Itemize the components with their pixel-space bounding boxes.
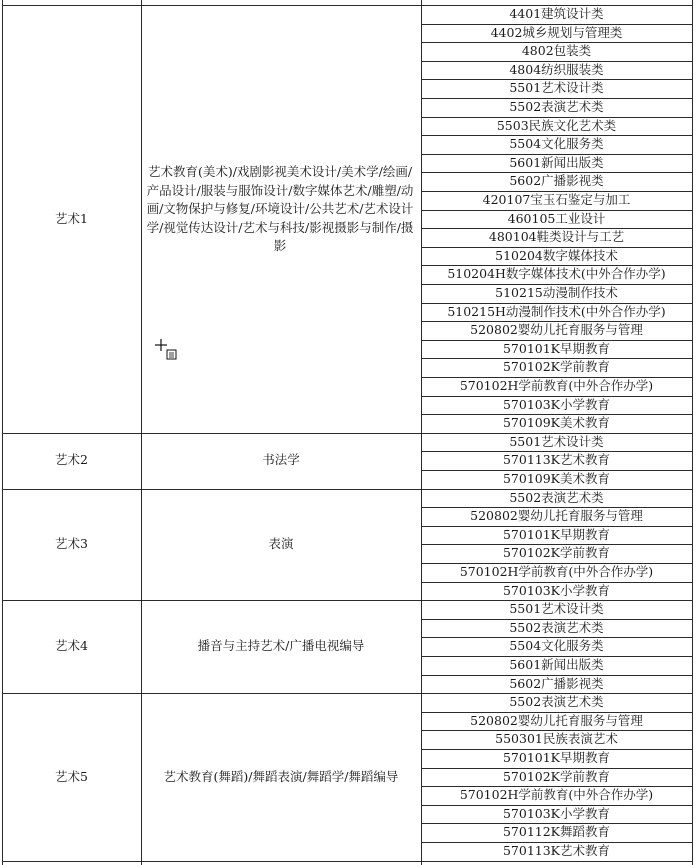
vocational-major-cell: 520802婴幼儿托育服务与管理	[470, 322, 643, 338]
vocational-major-cell: 570102K学前教育	[502, 359, 611, 375]
vocational-major-cell: 570103K小学教育	[502, 582, 611, 598]
vocational-major-cell: 420107宝玉石鉴定与加工	[482, 192, 631, 207]
vocational-major-cell: 570101K早期教育	[502, 340, 611, 356]
vocational-major-cell: 570109K美术教育	[502, 471, 611, 486]
vocational-major-cell: 4804纺织服装类	[509, 61, 604, 77]
vocational-major-cell: 5602广播影视类	[509, 173, 604, 189]
vocational-major-cell: 570102K学前教育	[502, 768, 611, 784]
vocational-major-cell: 520802婴幼儿托育服务与管理	[470, 508, 643, 524]
vocational-major-cell: 5502表演艺术类	[509, 694, 604, 710]
vocational-major-cell: 5601新闻出版类	[509, 657, 604, 672]
vocational-major-cell: 570102H学前教育(中外合作办学)	[459, 564, 654, 579]
vocational-major-cell: 570102K学前教育	[502, 545, 611, 561]
vocational-major-cell: 5502表演艺术类	[509, 489, 604, 505]
vocational-major-cell: 570101K早期教育	[502, 526, 611, 542]
undergrad-majors-cell: 书法学	[262, 452, 300, 468]
vocational-major-cell: 460105工业设计	[507, 210, 606, 226]
undergrad-majors-cell: 播音与主持艺术/广播电视编导	[197, 638, 365, 654]
vocational-major-cell: 510204数字媒体技术	[495, 247, 618, 263]
vocational-major-cell: 570101K早期教育	[502, 750, 611, 765]
table-h-line	[2, 861, 692, 862]
vocational-major-cell: 510204H数字媒体技术(中外合作办学)	[447, 266, 666, 282]
category-cell: 艺术5	[55, 768, 88, 784]
vocational-major-cell: 5502表演艺术类	[509, 619, 604, 635]
vocational-major-cell: 570113K艺术教育	[502, 452, 611, 468]
vocational-major-cell: 570102H学前教育(中外合作办学)	[459, 378, 654, 393]
vocational-major-cell: 5503民族文化艺术类	[496, 117, 617, 133]
vocational-major-cell: 570112K舞蹈教育	[502, 824, 611, 840]
vocational-major-cell: 5501艺术设计类	[509, 433, 604, 449]
vocational-major-cell: 5504文化服务类	[509, 136, 604, 152]
vocational-major-cell: 5601新闻出版类	[509, 154, 604, 170]
vocational-major-cell: 4802包装类	[521, 43, 592, 59]
vocational-major-cell: 510215动漫制作技术	[495, 285, 618, 300]
category-cell: 艺术1	[55, 210, 88, 226]
vocational-major-cell: 480104鞋类设计与工艺	[488, 229, 625, 245]
category-cell: 艺术4	[55, 638, 88, 654]
vocational-major-cell: 5504文化服务类	[509, 638, 604, 654]
undergrad-majors-cell: 艺术教育(舞蹈)/舞蹈表演/舞蹈学/舞蹈编导	[163, 768, 399, 784]
vocational-major-cell: 570109K美术教育	[502, 415, 611, 431]
undergrad-majors-cell: 艺术教育(美术)/戏剧影视美术设计/美术学/绘画/产品设计/服装与服饰设计/数字媒体艺术/雕塑/动画/文物保护与修复/环境设计/公共艺术/艺术设计学/视觉传达设计/艺术与科技/影视摄影与制作/摄影	[146, 164, 414, 254]
vocational-major-cell: 5602广播影视类	[509, 675, 604, 691]
category-cell: 艺术3	[55, 536, 88, 552]
vocational-major-cell: 4401建筑设计类	[509, 6, 604, 21]
undergrad-majors-cell: 表演	[268, 536, 294, 552]
vocational-major-cell: 570103K小学教育	[502, 805, 611, 821]
vocational-major-cell: 520802婴幼儿托育服务与管理	[470, 712, 643, 728]
table-v-line	[692, 0, 693, 865]
category-cell: 艺术2	[55, 452, 88, 468]
vocational-major-cell: 570103K小学教育	[502, 396, 611, 412]
vocational-major-cell: 5501艺术设计类	[509, 80, 604, 96]
vocational-major-cell: 550301民族表演艺术	[495, 731, 618, 747]
vocational-major-cell: 570102H学前教育(中外合作办学)	[459, 787, 654, 803]
vocational-major-cell: 570113K艺术教育	[502, 843, 611, 858]
vocational-major-cell: 5502表演艺术类	[509, 99, 604, 114]
cross-cursor-icon	[154, 338, 178, 362]
vocational-major-cell: 510215H动漫制作技术(中外合作办学)	[447, 303, 666, 319]
vocational-major-cell: 5501艺术设计类	[509, 601, 604, 617]
vocational-major-cell: 4402城乡规划与管理类	[490, 24, 623, 40]
